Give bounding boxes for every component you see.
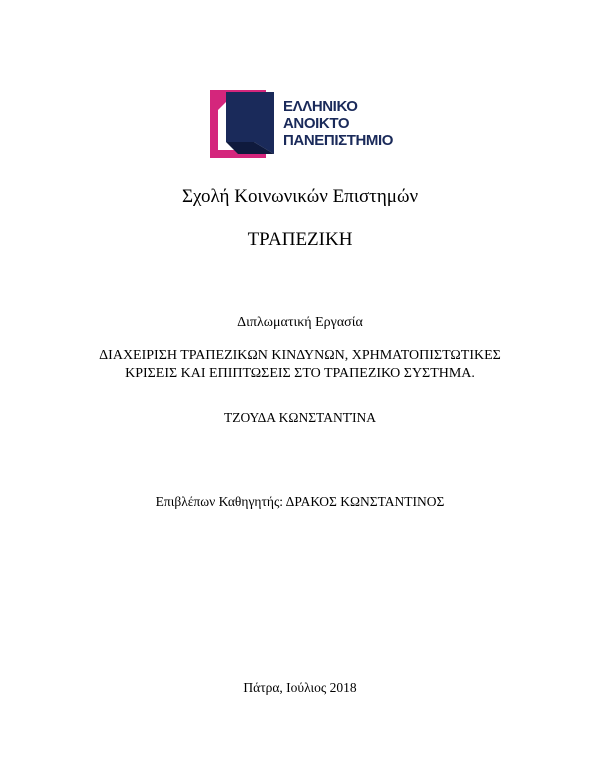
logo-line-1: ΕΛΛΗΝΙΚΟ <box>283 98 358 115</box>
thesis-title-line-2: ΚΡΙΣΕΙΣ ΚΑΙ ΕΠΙΠΤΩΣΕΙΣ ΣΤΟ ΤΡΑΠΕΖΙΚΟ ΣΥΣΤΗΜΑ. <box>125 366 475 381</box>
logo-line-3: ΠΑΝΕΠΙΣΤΗΜΙΟ <box>283 132 394 149</box>
place-date: Πάτρα, Ιούλιος 2018 <box>243 680 357 695</box>
author-name: ΤΖΟΥΔΑ ΚΩΝΣΤΑΝΤΊΝΑ <box>223 410 377 425</box>
thesis-title <box>0 347 600 383</box>
thesis-title-line-1: ΔΙΑΧΕΙΡΙΣΗ ΤΡΑΠΕΖΙΚΩΝ ΚΙΝΔΥΝΩΝ, ΧΡΗΜΑΤΟΠΙΣΤΩΤΙΚΕΣ <box>99 348 501 363</box>
logo-wordmark <box>283 98 393 149</box>
logo-line-2: ΑΝΟΙΚΤΟ <box>283 115 350 132</box>
university-logo <box>208 88 398 160</box>
school-name: Σχολή Κοινωνικών Επιστημών <box>181 186 419 207</box>
supervisor: Επιβλέπων Καθηγητής: ΔΡΑΚΟΣ ΚΩΝΣΤΑΝΤΙΝΟΣ <box>155 494 445 509</box>
document-type: Διπλωματική Εργασία <box>237 315 363 330</box>
department-name: ΤΡΑΠΕΖΙΚΗ <box>247 229 353 250</box>
logo-emblem-icon <box>208 88 280 160</box>
